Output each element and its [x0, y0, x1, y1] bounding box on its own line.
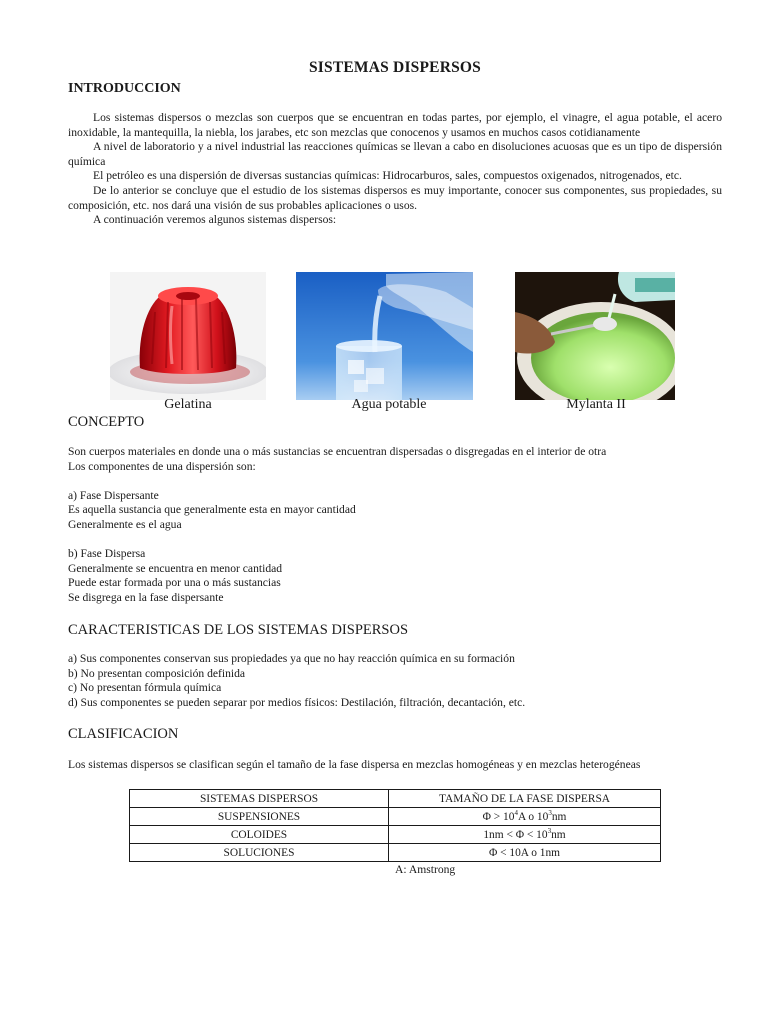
- text-line: Son cuerpos materiales en donde una o más sustancias se encuentran dispersadas o disgregadas en el interior de otra: [68, 445, 607, 458]
- caracteristicas-body: [68, 652, 722, 710]
- caracteristicas-heading: CARACTERISTICAS DE LOS SISTEMAS DISPERSOS: [68, 622, 409, 638]
- table-header-cell: SISTEMAS DISPERSOS: [130, 790, 389, 808]
- table-row: [130, 808, 661, 826]
- concepto-heading: CONCEPTO: [68, 414, 145, 430]
- text-line: a) Sus componentes conservan sus propiedades ya que no hay reacción química en su formación: [68, 652, 515, 665]
- page-title: SISTEMAS DISPERSOS: [308, 59, 481, 76]
- water-glass-photo: [296, 272, 473, 400]
- table-cell-size: $1nm < \Phi < 10^3nm$: [389, 826, 661, 844]
- table-row: [130, 844, 661, 862]
- intro-heading: INTRODUCCION: [68, 81, 181, 96]
- table-header-row: [130, 790, 661, 808]
- text-line: Se disgrega en la fase dispersante: [68, 590, 224, 604]
- intro-paragraph: Los sistemas dispersos o mezclas son cuerpos que se encuentran en todas partes, por ejemplo, el vinagre, el agua potable, el acero inoxidable, la mantequilla, la niebla, los jarabes, etc son mezclas que conocenos y usamos en muchos casos cotidianamente: [68, 111, 722, 139]
- mylanta-photo: [515, 272, 675, 400]
- classification-table: [129, 789, 661, 862]
- text-line: a) Fase Dispersante: [68, 488, 159, 502]
- text-line: Es aquella sustancia que generalmente esta en mayor cantidad: [68, 503, 356, 517]
- text-line: Puede estar formada por una o más sustancias: [68, 576, 281, 590]
- clasificacion-body: [68, 758, 722, 773]
- gelatin-photo: [110, 272, 266, 400]
- text-line: b) Fase Dispersa: [68, 547, 146, 561]
- text-line: Los sistemas dispersos se clasifican según el tamaño de la fase dispersa en mezclas homogéneas y en mezclas heterogéneas: [68, 758, 641, 771]
- intro-paragraph: El petróleo es una dispersión de diversas sustancias químicas: Hidrocarburos, sales, compuestos oxigenados, nitrogenados, etc.: [93, 169, 682, 183]
- table-cell-system: SOLUCIONES: [130, 844, 389, 862]
- table-cell-size: Φ < 10A o 1nm: [389, 844, 661, 862]
- image-caption: Gelatina: [164, 397, 212, 412]
- image-caption: Mylanta II: [566, 397, 626, 412]
- image-caption: Agua potable: [351, 397, 427, 412]
- table-row: [130, 826, 661, 844]
- table-cell-system: COLOIDES: [130, 826, 389, 844]
- table-cell-system: SUSPENSIONES: [130, 808, 389, 826]
- table-header-cell: TAMAÑO DE LA FASE DISPERSA: [389, 790, 661, 808]
- intro-body: [68, 111, 722, 228]
- text-line: Los componentes de una dispersión son:: [68, 459, 256, 473]
- text-line: b) No presentan composición definida: [68, 666, 246, 680]
- text-line: c) No presentan fórmula química: [68, 681, 222, 695]
- table-footnote: A: Amstrong: [395, 863, 456, 876]
- clasificacion-heading: CLASIFICACION: [68, 726, 179, 742]
- table-cell-size: $\Phi > 10^4A$ o $10^3nm$: [389, 808, 661, 826]
- intro-paragraph: De lo anterior se concluye que el estudio de los sistemas dispersos es muy importante, conocer sus componentes, sus propiedades, su composición, etc. nos dará una visión de sus probables aplicaciones o usos.: [68, 183, 722, 212]
- text-line: d) Sus componentes se pueden separar por medios físicos: Destilación, filtración, decantación, etc.: [68, 695, 526, 709]
- text-line: Generalmente es el agua: [68, 517, 182, 531]
- intro-paragraph: A continuación veremos algunos sistemas dispersos:: [93, 213, 337, 227]
- intro-paragraph: A nivel de laboratorio y a nivel industrial las reacciones químicas se llevan a cabo en disoluciones acuosas que es un tipo de dispersión química: [68, 140, 722, 168]
- text-line: Generalmente se encuentra en menor cantidad: [68, 561, 283, 575]
- concepto-body: [68, 445, 722, 606]
